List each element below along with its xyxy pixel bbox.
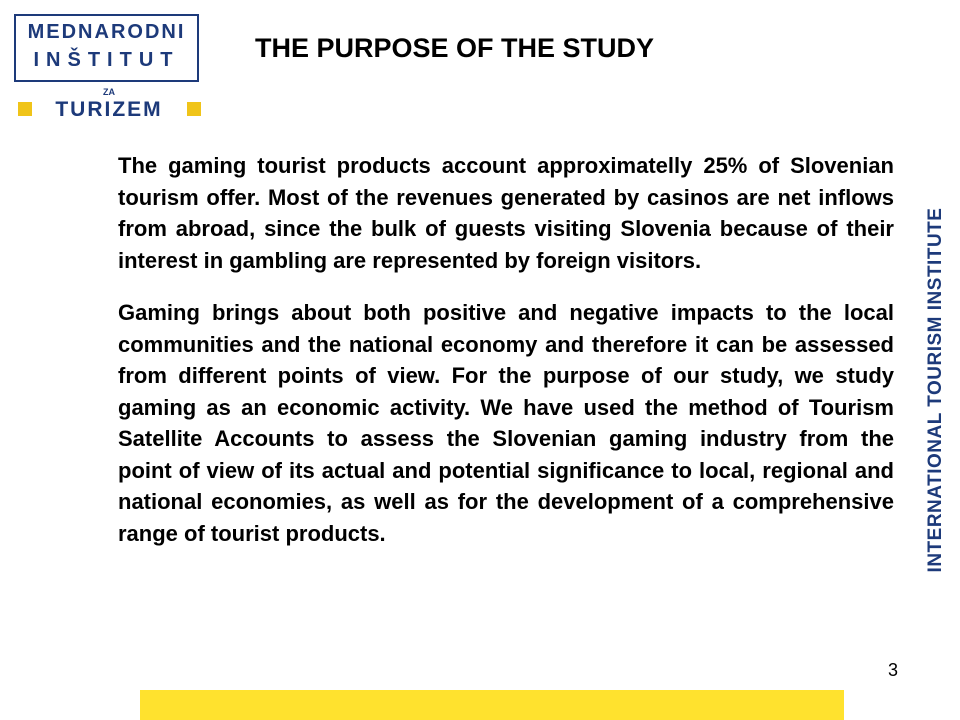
institute-logo (14, 14, 204, 124)
body-paragraph-2: Gaming brings about both positive and negative impacts to the local communities and the national economy and therefore it can be assessed from different points of view. For the purpose of our study, we study gaming as an economic activity. We have used the method of Tourism Satellite Accounts to assess the Slovenian gaming industry from the point of view of its actual and potential significance to local, regional and national economies, as well as for the development of a comprehensive range of tourist products. (118, 300, 894, 546)
footer-bar (140, 690, 844, 720)
logo-text-mednarodni: MEDNARODNI (27, 21, 186, 43)
logo-right-square (187, 102, 201, 116)
body-paragraph-1: The gaming tourist products account approximatelly 25% of Slovenian tourism offer. Most of the revenues generated by casinos are net inflows from abroad, since the bulk of guests visiting Slovenia because of their interest in gambling are represented by foreign visitors. (118, 153, 894, 273)
side-label: INTERNATIONAL TOURISM INSTITUTE (925, 207, 946, 573)
logo-text-turizem: TURIZEM (55, 98, 163, 121)
slide-body (118, 150, 894, 570)
page-number: 3 (888, 660, 899, 680)
logo-text-za: ZA (103, 87, 115, 97)
logo-text-institut: INŠTITUT (33, 49, 180, 71)
slide-title: THE PURPOSE OF THE STUDY (255, 33, 655, 63)
